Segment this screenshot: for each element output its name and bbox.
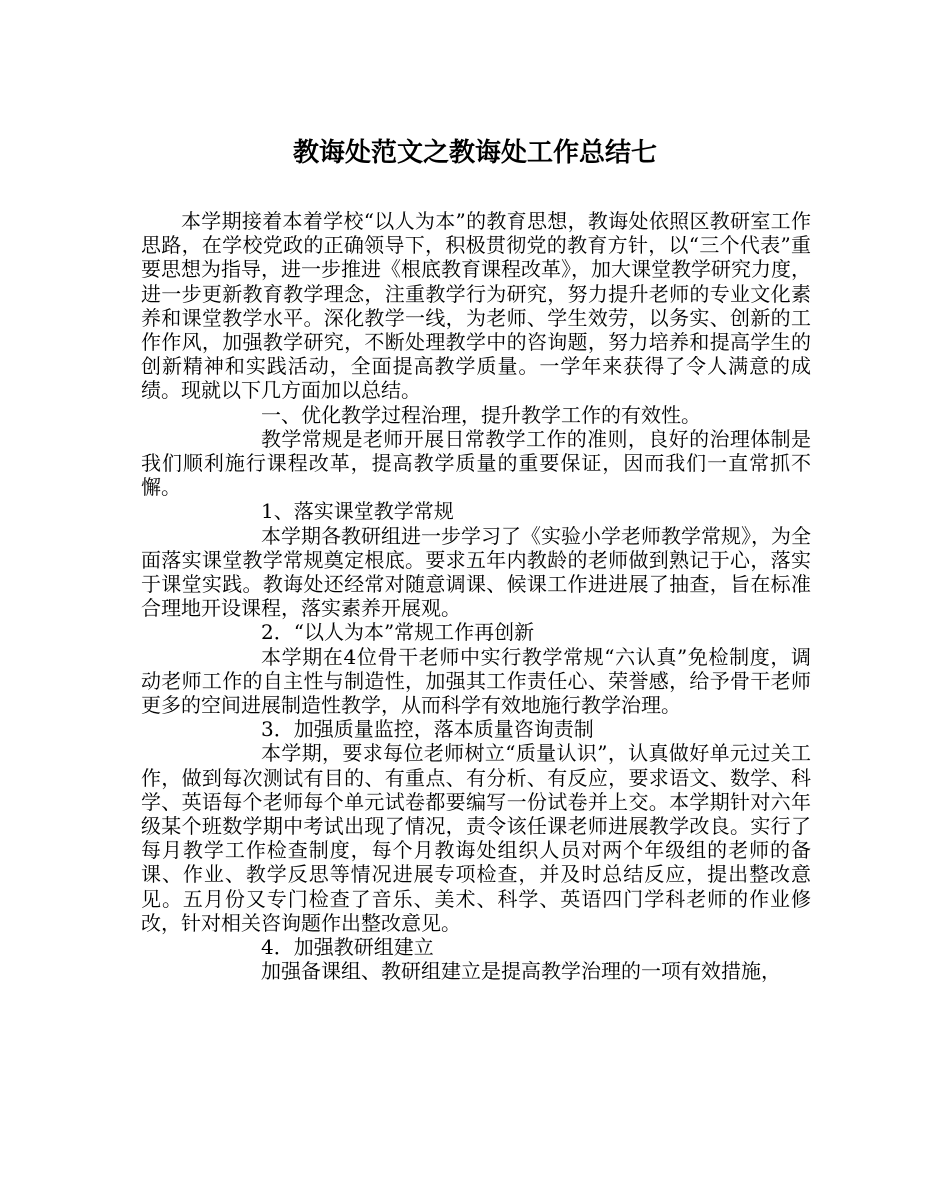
subheading-4: 4．加强教研组建立 xyxy=(261,935,434,960)
subheading-2: 2．“以人为本”常规工作再创新 xyxy=(261,620,535,645)
paragraph: 加强备课组、教研组建立是提高教学治理的一项有效措施， xyxy=(261,959,781,984)
paragraph: 本学期在4位骨干老师中实行教学常规“六认真”免检制度，调动老师工作的自主性与制造性，加强其工作责任心、荣誉感，给予骨干老师更多的空间进展制造性教学，从而科学有效地施行教学治理。 xyxy=(141,644,811,718)
paragraph-intro: 本学期接着本着学校“以人为本”的教育思想，教诲处依照区教研室工作思路，在学校党政的正确领导下，积极贯彻党的教育方针，以“三个代表”重要思想为指导，进一步推进《根底教育课程改革》，加大课堂教学研究力度，进一步更新教育教学理念，注重教学行为研究，努力提升老师的专业文化素养和课堂教学水平。深化教学一线，为老师、学生效劳，以务实、创新的工作作风，加强教学研究，不断处理教学中的咨询题，努力培养和提高学生的创新精神和实践活动，全面提高教学质量。一学年来获得了令人满意的成绩。现就以下几方面加以总结。 xyxy=(141,209,811,403)
document-body xyxy=(141,209,811,984)
paragraph: 教学常规是老师开展日常教学工作的准则，良好的治理体制是我们顺利施行课程改革，提高教学质量的重要保证，因而我们一直常抓不懈。 xyxy=(141,426,811,500)
paragraph: 本学期各教研组进一步学习了《实验小学老师教学常规》，为全面落实课堂教学常规奠定根底。要求五年内教龄的老师做到熟记于心，落实于课堂实践。教诲处还经常对随意调课、候课工作进进展了抽查，旨在标准合理地开设课程，落实素养开展观。 xyxy=(141,523,811,621)
section-heading-1: 一、优化教学过程治理，提升教学工作的有效性。 xyxy=(261,402,701,427)
paragraph: 本学期，要求每位老师树立“质量认识”，认真做好单元过关工作，做到每次测试有目的、有重点、有分析、有反应，要求语文、数学、科学、英语每个老师每个单元试卷都要编写一份试卷并上交。本学期针对六年级某个班数学期中考试出现了情况，责令该任课老师进展教学改良。实行了每月教学工作检查制度，每个月教诲处组织人员对两个年级组的老师的备课、作业、教学反思等情况进展专项检查，并及时总结反应，提出整改意见。五月份又专门检查了音乐、美术、科学、英语四门学科老师的作业修改，针对相关咨询题作出整改意见。 xyxy=(141,741,811,935)
subheading-1: 1、落实课堂教学常规 xyxy=(261,499,454,524)
subheading-3: 3．加强质量监控，落本质量咨询责制 xyxy=(261,717,594,742)
document-title: 教诲处范文之教诲处工作总结七 xyxy=(292,138,657,168)
